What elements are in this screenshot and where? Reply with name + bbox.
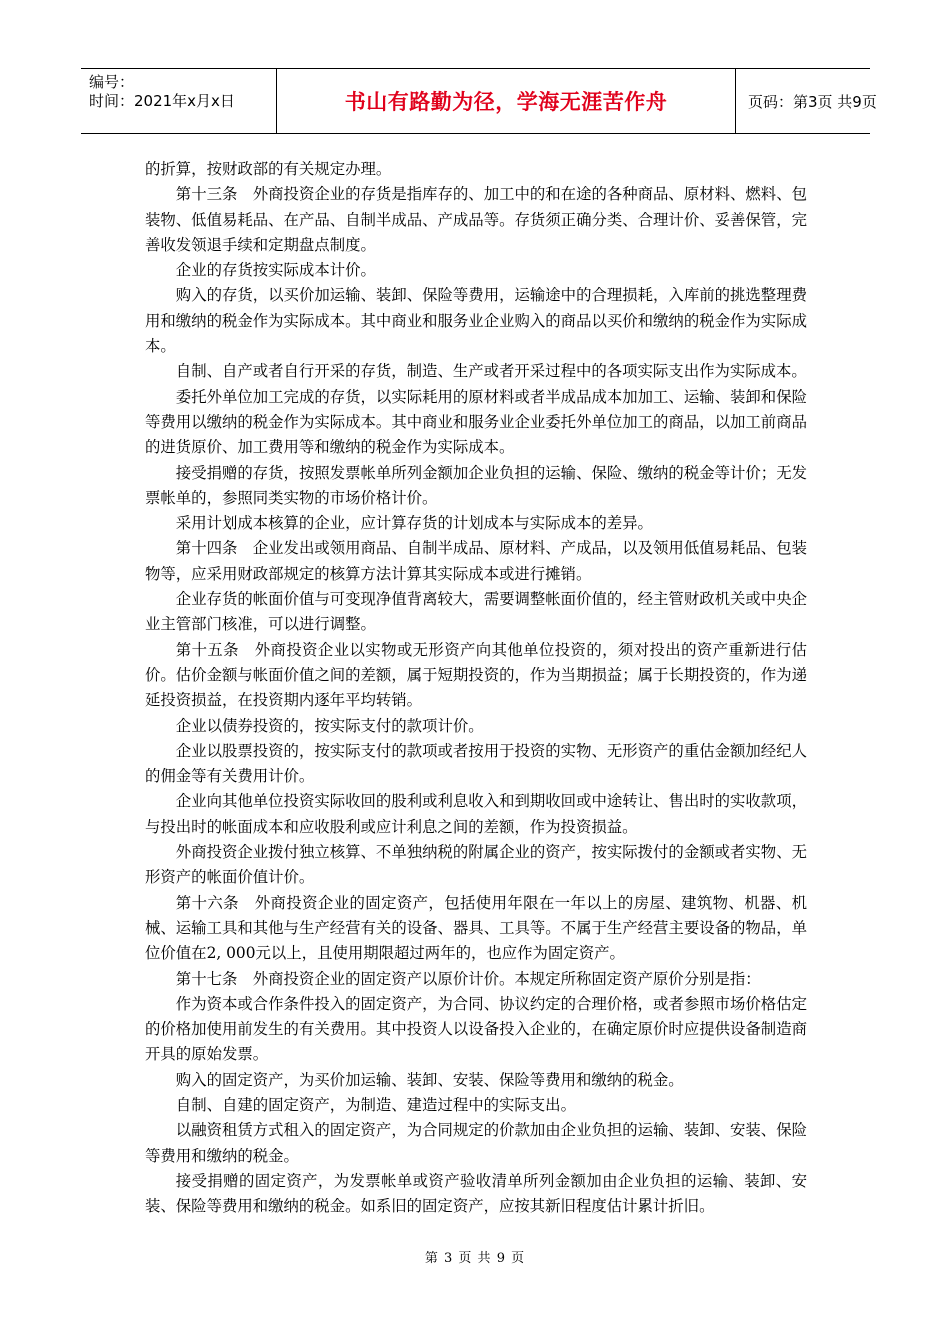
paragraph: 企业以债券投资的，按实际支付的款项计价。 — [175, 716, 484, 735]
paragraph: 企业以股票投资的，按实际支付的款项或者按用于投资的实物、无形资产的重估金额加经纪人的佣金等有关费用计价。 — [145, 741, 807, 786]
paragraph: 第十六条 外商投资企业的固定资产，包括使用年限在一年以上的房屋、建筑物、机器、机械、运输工具和其他与生产经营有关的设备、器具、工具等。不属于生产经营主要设备的物品，单位价值在2, 000元以上，且使用期限超过两年的，也应作为固定资产。 — [145, 893, 807, 963]
paragraph: 第十三条 外商投资企业的存货是指库存的、加工中的和在途的各种商品、原材料、燃料、包装物、低值易耗品、在产品、自制半成品、产成品等。存货须正确分类、合理计价、妥善保管，完善收发领退手续和定期盘点制度。 — [145, 185, 807, 254]
paragraph: 第十五条 外商投资企业以实物或无形资产向其他单位投资的，须对投出的资产重新进行估价。估价金额与帐面价值之间的差额，属于短期投资的，作为当期损益；属于长期投资的，作为递延投资损益，在投资期内逐年平均转销。 — [145, 640, 807, 710]
paragraph: 企业向其他单位投资实际收回的股利或利息收入和到期收回或中途转让、售出时的实收款项，与投出时的帐面成本和应收股利或应计利息之间的差额，作为投资损益。 — [145, 792, 807, 836]
paragraph: 的折算，按财政部的有关规定办理。 — [145, 160, 392, 178]
paragraph: 企业存货的帐面价值与可变现净值背离较大，需要调整帐面价值的，经主管财政机关或中央企业主管部门核准，可以进行调整。 — [145, 590, 807, 634]
header-info — [81, 69, 276, 133]
header-page-code: 页码：第3页 共9页 — [748, 92, 877, 111]
paragraph: 第十四条 企业发出或领用商品、自制半成品、原材料、产成品，以及领用低值易耗品、包装物等，应采用财政部规定的核算方法计算其实际成本或进行摊销。 — [145, 539, 807, 583]
page-header — [81, 68, 877, 134]
document-number-label: 编号： — [89, 73, 135, 91]
paragraph: 以融资租赁方式租入的固定资产，为合同规定的价款加由企业负担的运输、装卸、安装、保险等费用和缴纳的税金。 — [145, 1121, 807, 1165]
paragraph: 外商投资企业拨付独立核算、不单独纳税的附属企业的资产，按实际拨付的金额或者实物、无形资产的帐面价值计价。 — [145, 843, 807, 887]
paragraph: 接受捐赠的固定资产，为发票帐单或资产验收清单所列金额加由企业负担的运输、装卸、安装、保险等费用和缴纳的税金。如系旧的固定资产，应按其新旧程度估计累计折旧。 — [145, 1171, 807, 1216]
paragraph: 委托外单位加工完成的存货，以实际耗用的原材料或者半成品成本加加工、运输、装卸和保险等费用以缴纳的税金作为实际成本。其中商业和服务业企业委托外单位加工的商品，以加工前商品的进货原价、加工费用等和缴纳的税金作为实际成本。 — [145, 387, 807, 457]
header-motto: 书山有路勤为径，学海无涯苦作舟 — [344, 90, 668, 114]
paragraph: 第十七条 外商投资企业的固定资产以原价计价。本规定所称固定资产原价分别是指： — [175, 969, 761, 988]
paragraph: 企业的存货按实际成本计价。 — [175, 261, 376, 280]
paragraph: 购入的固定资产，为买价加运输、装卸、安装、保险等费用和缴纳的税金。 — [175, 1070, 684, 1089]
document-time-label: 时间：2021年x月x日 — [89, 92, 235, 110]
paragraph: 购入的存货，以买价加运输、装卸、保险等费用，运输途中的合理损耗，入库前的挑选整理费用和缴纳的税金作为实际成本。其中商业和服务业企业购入的商品以买价和缴纳的税金作为实际成本。 — [145, 286, 807, 356]
page-footer: 第 3 页 共 9 页 — [424, 1251, 526, 1266]
document-body — [145, 157, 807, 1219]
paragraph: 自制、自产或者自行开采的存货，制造、生产或者开采过程中的各项实际支出作为实际成本。 — [175, 362, 807, 381]
paragraph: 采用计划成本核算的企业，应计算存货的计划成本与实际成本的差异。 — [175, 514, 653, 533]
paragraph: 作为资本或合作条件投入的固定资产，为合同、协议约定的合理价格，或者参照市场价格估定的价格加使用前发生的有关费用。其中投资人以设备投入企业的，在确定原价时应提供设备制造商开具的原始发票。 — [145, 994, 807, 1064]
paragraph: 接受捐赠的存货，按照发票帐单所列金额加企业负担的运输、保险、缴纳的税金等计价；无发票帐单的，参照同类实物的市场价格计价。 — [145, 463, 807, 507]
paragraph: 自制、自建的固定资产，为制造、建造过程中的实际支出。 — [175, 1095, 576, 1114]
